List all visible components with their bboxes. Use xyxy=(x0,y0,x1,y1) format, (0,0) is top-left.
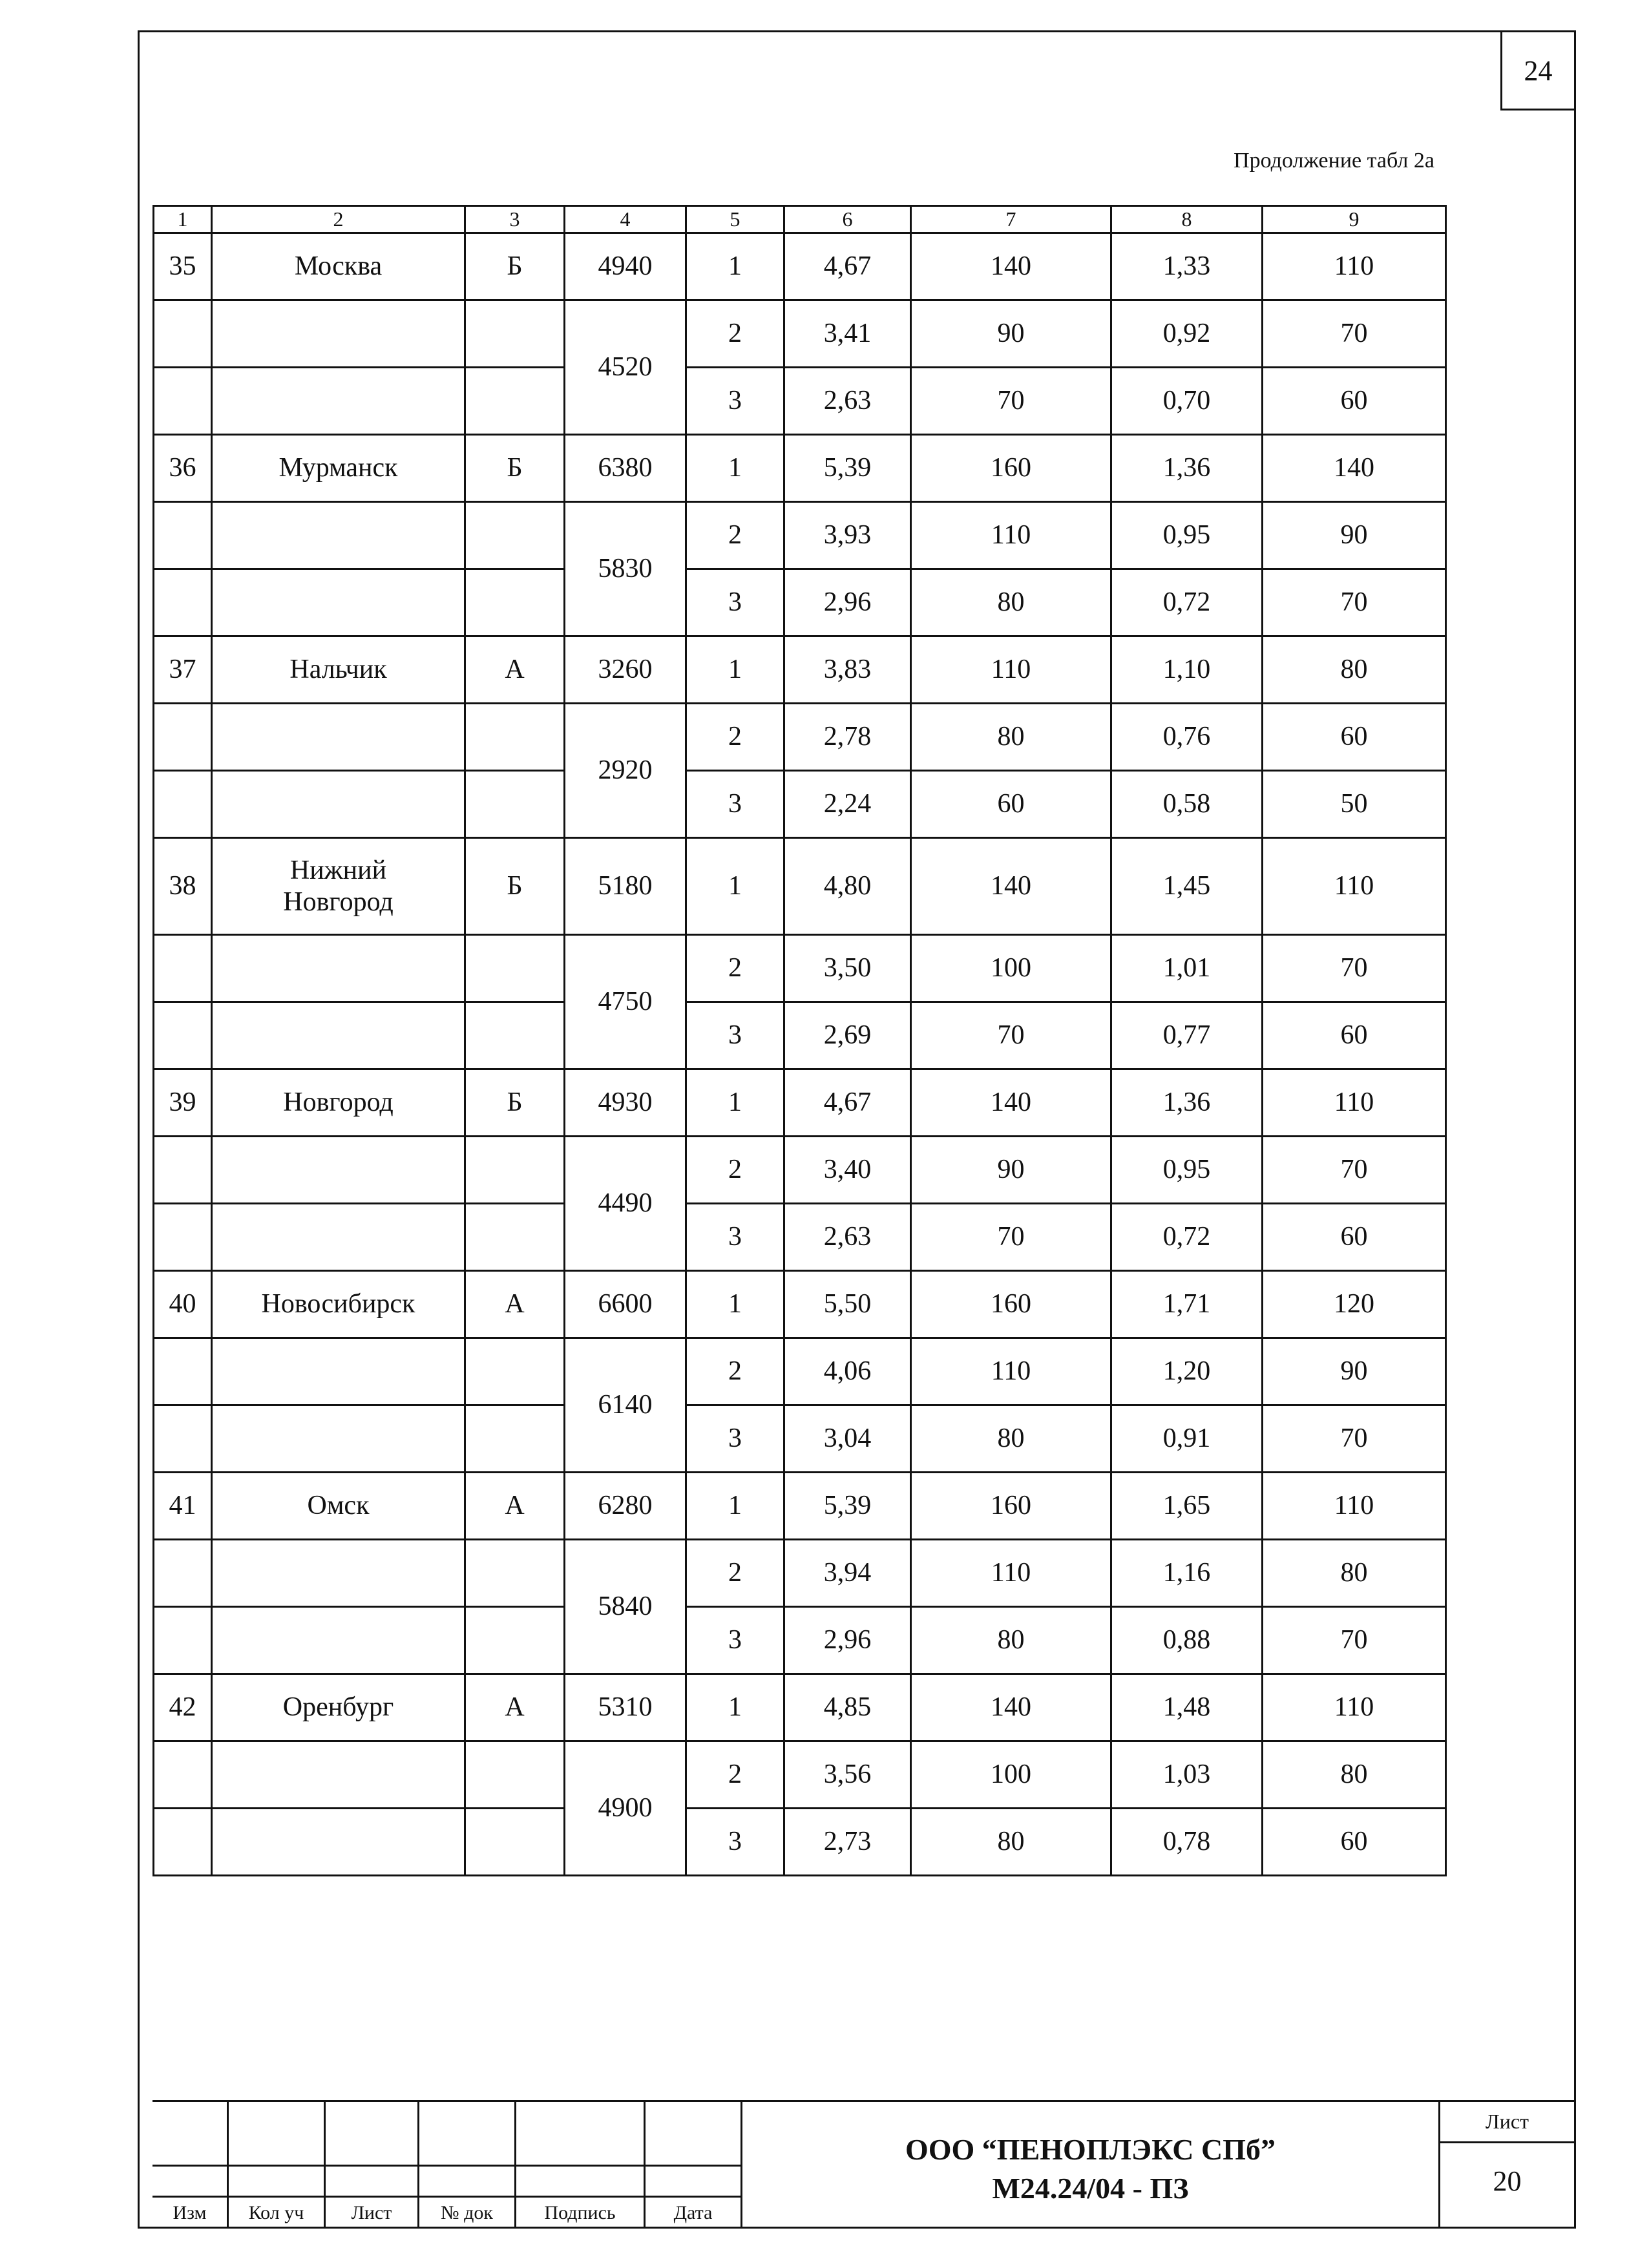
table-cell: 60 xyxy=(911,771,1111,838)
table-cell: 3,83 xyxy=(784,636,911,704)
column-header: 2 xyxy=(212,206,465,233)
table-cell: 90 xyxy=(1263,1338,1446,1405)
city-name: Оренбург xyxy=(212,1674,465,1741)
table-cell: 3,04 xyxy=(784,1405,911,1473)
empty-cell xyxy=(465,368,565,435)
empty-cell xyxy=(212,1204,465,1271)
empty-cell xyxy=(212,368,465,435)
table-cell: 0,76 xyxy=(1111,704,1263,771)
table-cell: 3,50 xyxy=(784,935,911,1002)
zone: Б xyxy=(465,233,565,300)
value-sub: 5830 xyxy=(565,502,686,636)
table-cell: 2 xyxy=(686,300,784,368)
data-table xyxy=(152,205,1447,1876)
table-cell: 5,50 xyxy=(784,1271,911,1338)
table-cell: 3 xyxy=(686,1002,784,1069)
row-number: 37 xyxy=(154,636,212,704)
empty-cell xyxy=(154,935,212,1002)
page-number: 24 xyxy=(1500,30,1576,110)
table-cell: 2,24 xyxy=(784,771,911,838)
table-cell: 2 xyxy=(686,935,784,1002)
table-cell: 0,72 xyxy=(1111,1204,1263,1271)
zone: Б xyxy=(465,838,565,935)
table-cell: 80 xyxy=(911,1809,1111,1876)
col-kol-uch: Кол уч xyxy=(248,2202,304,2223)
table-cell: 1,03 xyxy=(1111,1741,1263,1809)
table-cell: 90 xyxy=(1263,502,1446,569)
table-cell: 3 xyxy=(686,1204,784,1271)
row-number: 36 xyxy=(154,435,212,502)
empty-cell xyxy=(154,502,212,569)
table-cell: 4,80 xyxy=(784,838,911,935)
table-cell: 1,45 xyxy=(1111,838,1263,935)
value-main: 5180 xyxy=(565,838,686,935)
city-name: Нижний Новгород xyxy=(212,838,465,935)
table-cell: 1,36 xyxy=(1111,1069,1263,1137)
table-cell: 60 xyxy=(1263,704,1446,771)
table-row xyxy=(154,838,1446,935)
empty-cell xyxy=(212,704,465,771)
empty-cell xyxy=(465,771,565,838)
table-cell: 1 xyxy=(686,838,784,935)
column-header: 1 xyxy=(154,206,212,233)
empty-cell xyxy=(154,1741,212,1809)
table-cell: 3,56 xyxy=(784,1741,911,1809)
row-number: 35 xyxy=(154,233,212,300)
empty-cell xyxy=(212,935,465,1002)
empty-cell xyxy=(212,1002,465,1069)
table-cell: 0,78 xyxy=(1111,1809,1263,1876)
table-cell: 2 xyxy=(686,1137,784,1204)
table-cell: 1,20 xyxy=(1111,1338,1263,1405)
table-cell: 1,65 xyxy=(1111,1473,1263,1540)
empty-cell xyxy=(465,1405,565,1473)
value-sub: 2920 xyxy=(565,704,686,838)
empty-cell xyxy=(154,1405,212,1473)
value-sub: 4900 xyxy=(565,1741,686,1876)
table-row xyxy=(154,1204,1446,1271)
empty-cell xyxy=(154,368,212,435)
col-list: Лист xyxy=(351,2202,392,2223)
table-cell: 70 xyxy=(1263,1405,1446,1473)
table-cell: 1,36 xyxy=(1111,435,1263,502)
empty-cell xyxy=(154,1137,212,1204)
table-cell: 1,10 xyxy=(1111,636,1263,704)
table-cell: 2,73 xyxy=(784,1809,911,1876)
col-doc: № док xyxy=(441,2202,493,2223)
table-cell: 4,67 xyxy=(784,1069,911,1137)
title-block xyxy=(152,2100,1574,2227)
table-cell: 1 xyxy=(686,1674,784,1741)
zone: А xyxy=(465,1674,565,1741)
empty-cell xyxy=(154,569,212,636)
value-sub: 6140 xyxy=(565,1338,686,1473)
table-cell: 1 xyxy=(686,1473,784,1540)
table-cell: 80 xyxy=(1263,636,1446,704)
table-row xyxy=(154,636,1446,704)
table-cell: 1,01 xyxy=(1111,935,1263,1002)
table-cell: 140 xyxy=(911,838,1111,935)
table-cell: 80 xyxy=(911,1405,1111,1473)
table-cell: 110 xyxy=(1263,1674,1446,1741)
table-cell: 2,63 xyxy=(784,368,911,435)
empty-cell xyxy=(154,704,212,771)
table-cell: 3,94 xyxy=(784,1540,911,1607)
sheet-label: Лист xyxy=(1485,2110,1529,2133)
table-cell: 1 xyxy=(686,636,784,704)
table-cell: 110 xyxy=(911,1540,1111,1607)
table-cell: 0,92 xyxy=(1111,300,1263,368)
table-cell: 0,70 xyxy=(1111,368,1263,435)
table-cell: 60 xyxy=(1263,368,1446,435)
zone: А xyxy=(465,636,565,704)
table-cell: 2 xyxy=(686,1741,784,1809)
column-header: 9 xyxy=(1263,206,1446,233)
document-code: М24.24/04 - ПЗ xyxy=(992,2172,1189,2205)
value-main: 4940 xyxy=(565,233,686,300)
table-cell: 0,58 xyxy=(1111,771,1263,838)
table-cell: 70 xyxy=(1263,569,1446,636)
empty-cell xyxy=(465,1607,565,1674)
table-row xyxy=(154,771,1446,838)
empty-cell xyxy=(465,300,565,368)
table-cell: 2 xyxy=(686,1338,784,1405)
table-cell: 1,16 xyxy=(1111,1540,1263,1607)
table-cell: 2,96 xyxy=(784,1607,911,1674)
zone: А xyxy=(465,1473,565,1540)
table-cell: 100 xyxy=(911,1741,1111,1809)
table-cell: 120 xyxy=(1263,1271,1446,1338)
table-row xyxy=(154,435,1446,502)
city-name: Новгород xyxy=(212,1069,465,1137)
table-cell: 3 xyxy=(686,1607,784,1674)
table-cell: 110 xyxy=(911,502,1111,569)
table-cell: 0,95 xyxy=(1111,502,1263,569)
column-header: 5 xyxy=(686,206,784,233)
empty-cell xyxy=(465,569,565,636)
table-cell: 1,48 xyxy=(1111,1674,1263,1741)
table-row xyxy=(154,1338,1446,1405)
table-cell: 1 xyxy=(686,1271,784,1338)
empty-cell xyxy=(465,1338,565,1405)
empty-cell xyxy=(154,771,212,838)
table-row xyxy=(154,1473,1446,1540)
table-row xyxy=(154,1674,1446,1741)
table-cell: 140 xyxy=(1263,435,1446,502)
empty-cell xyxy=(154,1338,212,1405)
empty-cell xyxy=(154,1809,212,1876)
value-main: 6380 xyxy=(565,435,686,502)
column-header: 4 xyxy=(565,206,686,233)
table-row xyxy=(154,368,1446,435)
value-main: 5310 xyxy=(565,1674,686,1741)
table-row xyxy=(154,1137,1446,1204)
value-main: 6280 xyxy=(565,1473,686,1540)
table-cell: 70 xyxy=(1263,935,1446,1002)
city-name: Нальчик xyxy=(212,636,465,704)
continuation-label: Продолжение табл 2а xyxy=(1234,149,1434,173)
table-cell: 60 xyxy=(1263,1204,1446,1271)
empty-cell xyxy=(212,569,465,636)
row-number: 39 xyxy=(154,1069,212,1137)
column-header: 6 xyxy=(784,206,911,233)
value-sub: 4490 xyxy=(565,1137,686,1271)
table-cell: 110 xyxy=(1263,838,1446,935)
col-izm: Изм xyxy=(173,2202,207,2223)
empty-cell xyxy=(212,300,465,368)
table-cell: 2,78 xyxy=(784,704,911,771)
table-cell: 5,39 xyxy=(784,1473,911,1540)
empty-cell xyxy=(212,1137,465,1204)
table-cell: 50 xyxy=(1263,771,1446,838)
table-cell: 70 xyxy=(1263,1607,1446,1674)
table-cell: 160 xyxy=(911,1473,1111,1540)
table-cell: 3,40 xyxy=(784,1137,911,1204)
table-row xyxy=(154,1809,1446,1876)
city-name: Омск xyxy=(212,1473,465,1540)
table-cell: 80 xyxy=(911,704,1111,771)
table-row xyxy=(154,1002,1446,1069)
zone: А xyxy=(465,1271,565,1338)
table-row xyxy=(154,502,1446,569)
table-cell: 110 xyxy=(1263,1473,1446,1540)
table-cell: 140 xyxy=(911,233,1111,300)
table-cell: 60 xyxy=(1263,1809,1446,1876)
table-cell: 90 xyxy=(911,300,1111,368)
empty-cell xyxy=(465,704,565,771)
table-row xyxy=(154,1607,1446,1674)
value-sub: 5840 xyxy=(565,1540,686,1674)
value-sub: 4520 xyxy=(565,300,686,435)
empty-cell xyxy=(465,502,565,569)
empty-cell xyxy=(212,1741,465,1809)
table-cell: 2,69 xyxy=(784,1002,911,1069)
empty-cell xyxy=(212,771,465,838)
table-cell: 4,67 xyxy=(784,233,911,300)
table-cell: 80 xyxy=(1263,1540,1446,1607)
table-row xyxy=(154,935,1446,1002)
zone: Б xyxy=(465,1069,565,1137)
table-cell: 3 xyxy=(686,1405,784,1473)
table-cell: 0,77 xyxy=(1111,1002,1263,1069)
value-main: 6600 xyxy=(565,1271,686,1338)
table-cell: 0,88 xyxy=(1111,1607,1263,1674)
table-cell: 160 xyxy=(911,435,1111,502)
empty-cell xyxy=(212,502,465,569)
table-cell: 140 xyxy=(911,1674,1111,1741)
table-cell: 2,96 xyxy=(784,569,911,636)
empty-cell xyxy=(465,1540,565,1607)
empty-cell xyxy=(212,1607,465,1674)
value-sub: 4750 xyxy=(565,935,686,1069)
value-main: 4930 xyxy=(565,1069,686,1137)
empty-cell xyxy=(154,300,212,368)
table-cell: 60 xyxy=(1263,1002,1446,1069)
city-name: Москва xyxy=(212,233,465,300)
table-row xyxy=(154,1069,1446,1137)
city-name: Новосибирск xyxy=(212,1271,465,1338)
col-signature: Подпись xyxy=(544,2202,616,2223)
empty-cell xyxy=(154,1607,212,1674)
table-cell: 1 xyxy=(686,1069,784,1137)
city-name: Мурманск xyxy=(212,435,465,502)
table-cell: 70 xyxy=(1263,1137,1446,1204)
table-cell: 1,33 xyxy=(1111,233,1263,300)
table-cell: 0,91 xyxy=(1111,1405,1263,1473)
zone: Б xyxy=(465,435,565,502)
column-header: 3 xyxy=(465,206,565,233)
table-cell: 3 xyxy=(686,1809,784,1876)
table-row xyxy=(154,1405,1446,1473)
empty-cell xyxy=(154,1002,212,1069)
table-cell: 3 xyxy=(686,368,784,435)
value-main: 3260 xyxy=(565,636,686,704)
empty-cell xyxy=(212,1809,465,1876)
table-cell: 110 xyxy=(1263,1069,1446,1137)
table-row xyxy=(154,1741,1446,1809)
table-cell: 0,72 xyxy=(1111,569,1263,636)
empty-cell xyxy=(154,1204,212,1271)
col-date: Дата xyxy=(673,2202,713,2223)
table-cell: 70 xyxy=(911,1002,1111,1069)
empty-cell xyxy=(465,1809,565,1876)
table-row xyxy=(154,704,1446,771)
empty-cell xyxy=(465,1137,565,1204)
table-cell: 2,63 xyxy=(784,1204,911,1271)
table-cell: 1 xyxy=(686,435,784,502)
table-cell: 2 xyxy=(686,502,784,569)
table-cell: 70 xyxy=(1263,300,1446,368)
column-header: 8 xyxy=(1111,206,1263,233)
sheet-number: 20 xyxy=(1493,2165,1522,2197)
table-cell: 90 xyxy=(911,1137,1111,1204)
table-cell: 3 xyxy=(686,569,784,636)
table-cell: 80 xyxy=(911,569,1111,636)
column-header: 7 xyxy=(911,206,1111,233)
row-number: 41 xyxy=(154,1473,212,1540)
table-cell: 3,93 xyxy=(784,502,911,569)
table-cell: 2 xyxy=(686,704,784,771)
table-cell: 3 xyxy=(686,771,784,838)
table-cell: 110 xyxy=(911,1338,1111,1405)
empty-cell xyxy=(465,1741,565,1809)
header-row xyxy=(154,206,1446,233)
table-cell: 110 xyxy=(1263,233,1446,300)
row-number: 42 xyxy=(154,1674,212,1741)
table-cell: 80 xyxy=(1263,1741,1446,1809)
table-cell: 1 xyxy=(686,233,784,300)
empty-cell xyxy=(212,1405,465,1473)
table-cell: 160 xyxy=(911,1271,1111,1338)
table-cell: 4,06 xyxy=(784,1338,911,1405)
table-row xyxy=(154,300,1446,368)
empty-cell xyxy=(465,935,565,1002)
row-number: 40 xyxy=(154,1271,212,1338)
table-cell: 1,71 xyxy=(1111,1271,1263,1338)
empty-cell xyxy=(465,1204,565,1271)
row-number: 38 xyxy=(154,838,212,935)
table-cell: 2 xyxy=(686,1540,784,1607)
company-name: ООО “ПЕНОПЛЭКС СПб” xyxy=(905,2133,1276,2166)
table-cell: 100 xyxy=(911,935,1111,1002)
table-row xyxy=(154,1540,1446,1607)
table-cell: 0,95 xyxy=(1111,1137,1263,1204)
table-cell: 5,39 xyxy=(784,435,911,502)
empty-cell xyxy=(212,1540,465,1607)
table-cell: 70 xyxy=(911,1204,1111,1271)
table-row xyxy=(154,233,1446,300)
table-row xyxy=(154,569,1446,636)
table-cell: 140 xyxy=(911,1069,1111,1137)
table-cell: 3,41 xyxy=(784,300,911,368)
table-row xyxy=(154,1271,1446,1338)
empty-cell xyxy=(465,1002,565,1069)
table-cell: 70 xyxy=(911,368,1111,435)
table-cell: 80 xyxy=(911,1607,1111,1674)
table-cell: 4,85 xyxy=(784,1674,911,1741)
empty-cell xyxy=(154,1540,212,1607)
empty-cell xyxy=(212,1338,465,1405)
table-cell: 110 xyxy=(911,636,1111,704)
